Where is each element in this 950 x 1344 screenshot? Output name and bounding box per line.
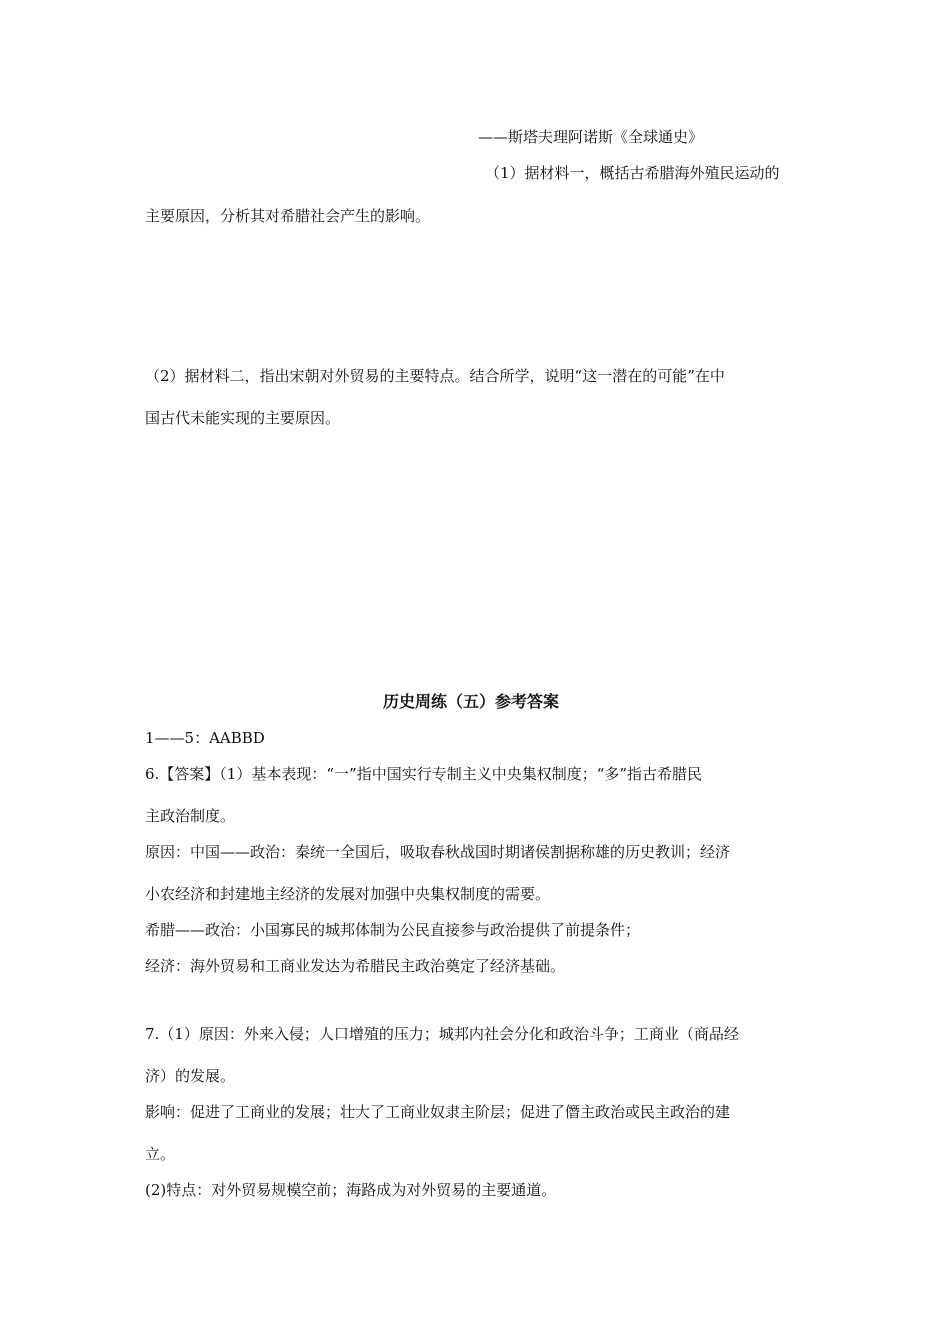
question-2-line-2: 国古代未能实现的主要原因。 <box>145 409 341 427</box>
question-1-line-2: 主要原因，分析其对希腊社会产生的影响。 <box>145 207 431 225</box>
choice-answers: 1——5：AABBD <box>145 729 265 747</box>
answer-6-line-6: 经济：海外贸易和工商业发达为希腊民主政治奠定了经济基础。 <box>145 957 566 975</box>
source-citation: ——斯塔夫理阿诺斯《全球通史》 <box>478 128 704 146</box>
answer-6-line-5: 希腊——政治：小国寡民的城邦体制为公民直接参与政治提供了前提条件； <box>145 921 641 939</box>
answer-key-title: 历史周练（五）参考答案 <box>383 692 560 711</box>
answer-7-line-4: 立。 <box>145 1145 176 1163</box>
answer-7-line-3: 影响：促进了工商业的发展；壮大了工商业奴隶主阶层；促进了僭主政治或民主政治的建 <box>145 1103 731 1121</box>
question-1-line-1: （1）据材料一，概括古希腊海外殖民运动的 <box>485 164 780 182</box>
question-2-line-1: （2）据材料二，指出宋朝对外贸易的主要特点。结合所学，说明“这一潜在的可能”在中 <box>145 367 725 385</box>
answer-6-line-3: 原因：中国——政治：秦统一全国后，吸取春秋战国时期诸侯割据称雄的历史教训；经济 <box>145 843 731 861</box>
answer-6-line-2: 主政治制度。 <box>145 807 236 825</box>
answer-6-line-4: 小农经济和封建地主经济的发展对加强中央集权制度的需要。 <box>145 885 551 903</box>
answer-7-line-5: (2)特点：对外贸易规模空前；海路成为对外贸易的主要通道。 <box>145 1181 557 1199</box>
answer-7-line-1: 7.（1）原因：外来入侵；人口增殖的压力；城邦内社会分化和政治斗争；工商业（商品经 <box>145 1025 739 1043</box>
answer-7-line-2: 济）的发展。 <box>145 1067 236 1085</box>
answer-6-line-1: 6.【答案】（1）基本表现：“一”指中国实行专制主义中央集权制度；“多”指古希腊民 <box>145 765 703 783</box>
